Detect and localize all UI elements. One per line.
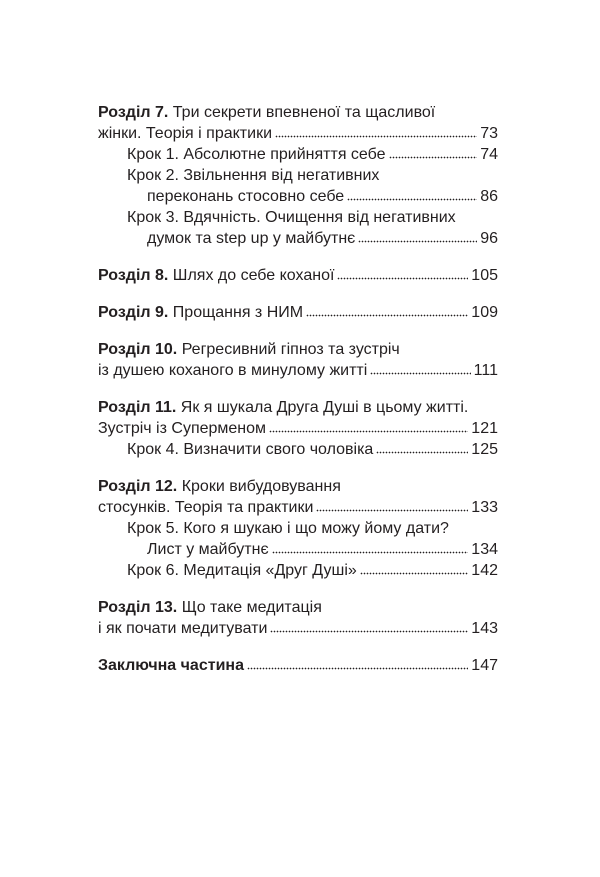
toc-entry-ch7-line1 xyxy=(98,102,498,123)
chapter-label: Розділ 12. xyxy=(98,478,178,495)
chapter-label: Розділ 9. xyxy=(98,304,169,321)
toc-entry-ch12-line1 xyxy=(98,476,498,497)
toc-entry-conclusion xyxy=(98,655,498,676)
spacer xyxy=(98,581,498,597)
chapter-title: Шлях до себе коханої xyxy=(168,267,335,284)
page-number: 109 xyxy=(471,304,498,321)
step-title-cont: думок та step up у майбутнє xyxy=(147,230,356,247)
toc-step-5-line1 xyxy=(98,518,498,539)
step-title: Крок 2. Звільнення від негативних xyxy=(127,167,380,184)
step-title: Крок 4. Визначити свого чоловіка xyxy=(127,441,374,458)
spacer xyxy=(98,286,498,302)
toc-step-4 xyxy=(98,439,498,460)
toc-step-3-line1 xyxy=(98,207,498,228)
chapter-label: Розділ 8. xyxy=(98,267,169,284)
page-number: 134 xyxy=(471,541,498,558)
toc-step-2-line1 xyxy=(98,165,498,186)
leader-dots xyxy=(337,277,468,280)
step-title-cont: Лист у майбутнє xyxy=(147,541,269,558)
step-title: Крок 6. Медитація «Друг Душі» xyxy=(127,562,357,579)
toc-entry-ch7-line2 xyxy=(98,123,498,144)
step-title: Крок 3. Вдячність. Очищення від негативних xyxy=(127,209,456,226)
chapter-title: Кроки вибудовування xyxy=(177,478,341,495)
leader-dots xyxy=(370,372,470,375)
leader-dots xyxy=(269,430,468,433)
toc-entry-ch11-line1 xyxy=(98,397,498,418)
toc-step-3-line2 xyxy=(98,228,498,249)
page-number: 105 xyxy=(471,267,498,284)
page-number: 96 xyxy=(480,230,498,247)
leader-dots xyxy=(270,630,468,633)
spacer xyxy=(98,381,498,397)
leader-dots xyxy=(275,135,477,138)
chapter-label: Розділ 7. xyxy=(98,104,169,121)
leader-dots xyxy=(272,551,469,554)
page-number: 86 xyxy=(480,188,498,205)
page-number: 121 xyxy=(471,420,498,437)
table-of-contents xyxy=(98,102,498,676)
step-title: Крок 5. Кого я шукаю і що можу йому дати? xyxy=(127,520,449,537)
step-title-cont: переконань стосовно себе xyxy=(147,188,345,205)
toc-step-5-line2 xyxy=(98,539,498,560)
chapter-title: Три секрети впевненої та щасливої xyxy=(168,104,436,121)
toc-entry-ch13-line2 xyxy=(98,618,498,639)
leader-dots xyxy=(358,240,477,243)
spacer xyxy=(98,323,498,339)
leader-dots xyxy=(360,572,469,575)
toc-entry-ch10-line1 xyxy=(98,339,498,360)
toc-entry-ch12-line2 xyxy=(98,497,498,518)
spacer xyxy=(98,639,498,655)
leader-dots xyxy=(316,509,468,512)
toc-entry-ch11-line2 xyxy=(98,418,498,439)
chapter-label: Розділ 13. xyxy=(98,599,178,616)
step-title: Крок 1. Абсолютне прийняття себе xyxy=(127,146,386,163)
spacer xyxy=(98,460,498,476)
chapter-title-cont: і як почати медитувати xyxy=(98,620,268,637)
toc-step-6 xyxy=(98,560,498,581)
toc-step-2-line2 xyxy=(98,186,498,207)
toc-step-1 xyxy=(98,144,498,165)
chapter-title: Регресивний гіпноз та зустріч xyxy=(177,341,400,358)
toc-entry-ch8 xyxy=(98,265,498,286)
chapter-title-cont: стосунків. Теорія та практики xyxy=(98,499,314,516)
page-number: 74 xyxy=(480,146,498,163)
page-number: 73 xyxy=(480,125,498,142)
chapter-title: Прощання з НИМ xyxy=(168,304,304,321)
page-number: 147 xyxy=(471,657,498,674)
toc-entry-ch13-line1 xyxy=(98,597,498,618)
chapter-label: Розділ 10. xyxy=(98,341,178,358)
spacer xyxy=(98,249,498,265)
leader-dots xyxy=(389,156,478,159)
page-number: 111 xyxy=(473,362,498,379)
chapter-label: Розділ 11. xyxy=(98,399,177,416)
page-number: 143 xyxy=(471,620,498,637)
chapter-title-cont: жінки. Теорія і практики xyxy=(98,125,272,142)
conclusion-label: Заключна частина xyxy=(98,657,244,674)
chapter-title-cont: Зустріч із Суперменом xyxy=(98,420,267,437)
leader-dots xyxy=(306,314,468,317)
leader-dots xyxy=(247,667,468,670)
page-number: 142 xyxy=(471,562,498,579)
page-number: 125 xyxy=(471,441,498,458)
toc-entry-ch9 xyxy=(98,302,498,323)
chapter-title: Що таке медитація xyxy=(177,599,322,616)
leader-dots xyxy=(376,451,468,454)
leader-dots xyxy=(347,198,477,201)
chapter-title-cont: із душею коханого в минулому житті xyxy=(98,362,368,379)
toc-entry-ch10-line2 xyxy=(98,360,498,381)
page-number: 133 xyxy=(471,499,498,516)
chapter-title: Як я шукала Друга Душі в цьому житті. xyxy=(176,399,469,416)
